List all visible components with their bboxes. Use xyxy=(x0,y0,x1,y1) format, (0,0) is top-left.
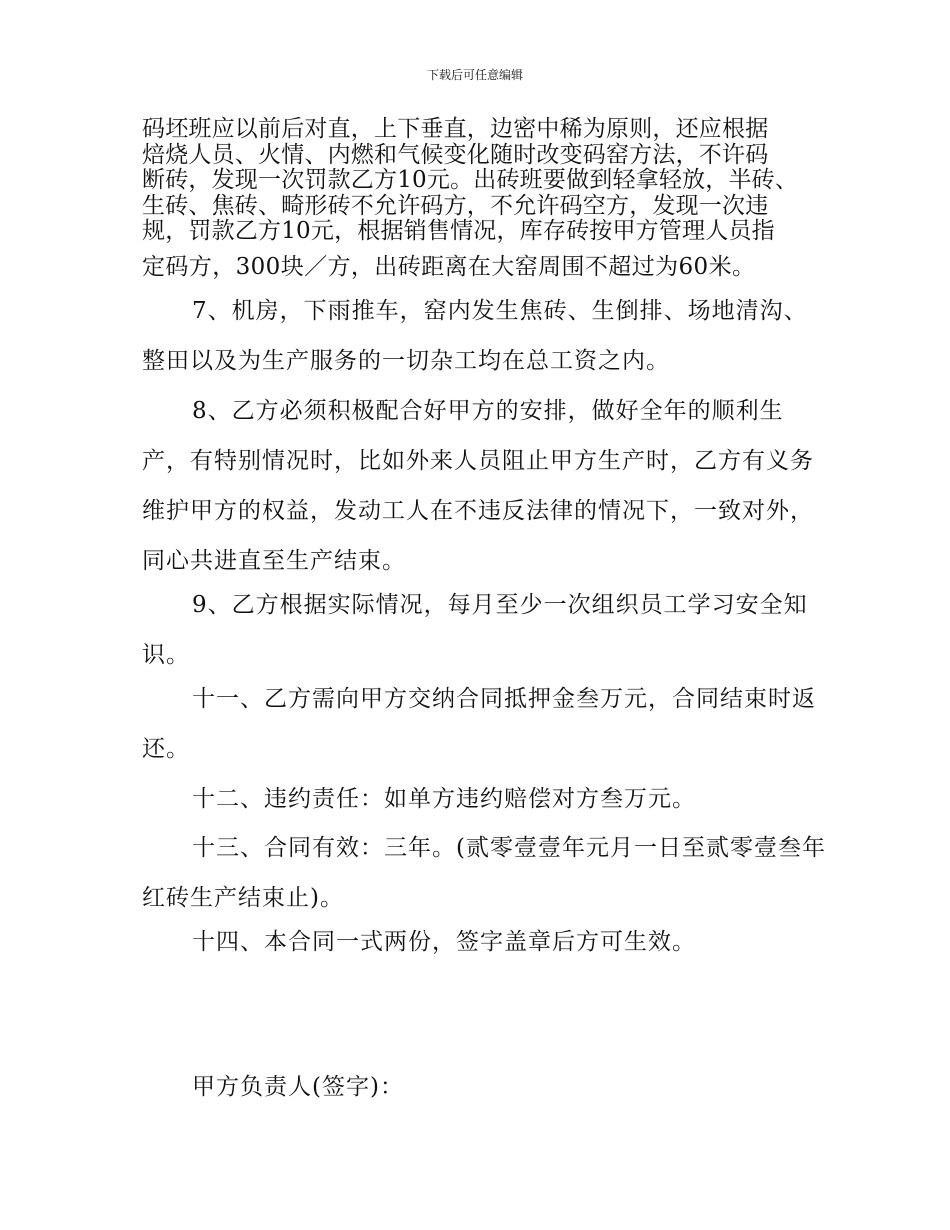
dense-line-3: 断砖，发现一次罚款乙方10元。出砖班要做到轻拿轻放，半砖、 xyxy=(142,167,799,193)
clause-12: 十二、违约责任：如单方违约赔偿对方叁万元。 xyxy=(192,786,696,812)
clause-7: 7、机房，下雨推车，窑内发生焦砖、生倒排、场地清沟、整田以及为生产服务的一切杂工均在总工资之内。 xyxy=(142,298,808,374)
clause-11: 十一、乙方需向甲方交纳合同抵押金叁万元，合同结束时返还。 xyxy=(142,686,816,762)
dense-last-line: 定码方，300块／方，出砖距离在大窑周围不超过为60米。 xyxy=(142,254,756,280)
clause-13: 十三、合同有效：三年。(贰零壹壹年元月一日至贰零壹叁年红砖生产结束止)。 xyxy=(142,835,826,911)
clause-14: 十四、本合同一式两份，签字盖章后方可生效。 xyxy=(192,929,696,955)
dense-line-1: 码坯班应以前后对直，上下垂直，边密中稀为原则，还应根据 xyxy=(142,116,769,142)
dense-paragraph xyxy=(142,117,828,245)
dense-line-2: 焙烧人员、火情、内燃和气候变化随时改变码窑方法，不许码 xyxy=(142,141,769,168)
header-note: 下载后可任意编辑 xyxy=(426,68,523,82)
clause-9: 9、乙方根据实际情况，每月至少一次组织员工学习安全知识。 xyxy=(142,592,808,668)
dense-line-5: 规，罚款乙方10元，根据销售情况，库存砖按甲方管理人员指 xyxy=(142,218,775,244)
clause-8: 8、乙方必须积极配合好甲方的安排，做好全年的顺利生产，有特别情况时，比如外来人员阻止甲方生产时，乙方有义务维护甲方的权益，发动工人在不违反法律的情况下，一致对外，同心共进直至生产结束。 xyxy=(142,398,814,574)
dense-line-4: 生砖、焦砖、畸形砖不允许码方，不允许码空方，发现一次违 xyxy=(142,192,769,219)
signature-label: 甲方负责人(签字)： xyxy=(192,1074,404,1100)
